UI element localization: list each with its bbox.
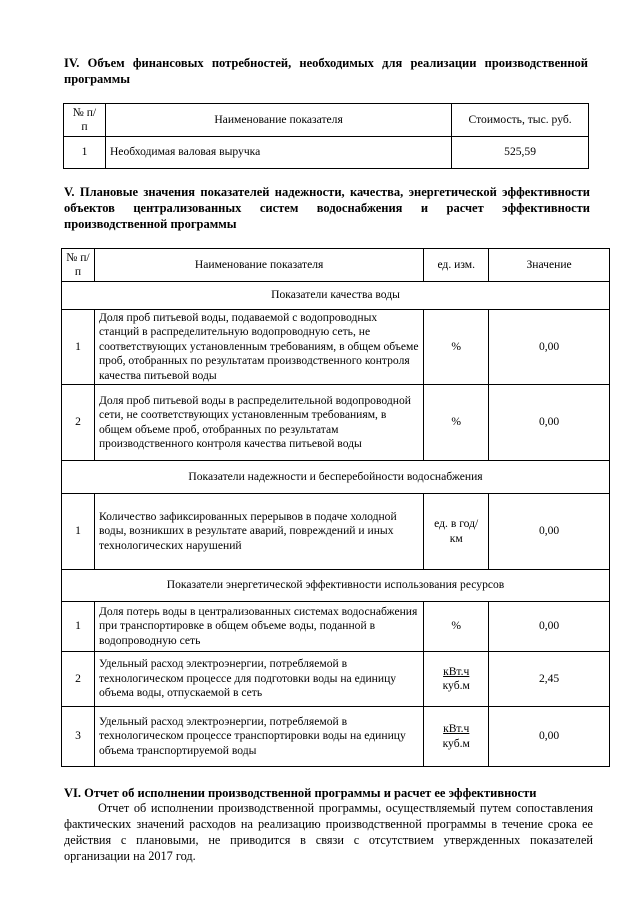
section6-heading: VI. Отчет об исполнении производственной программы и расчет ее эффективности bbox=[64, 786, 537, 800]
row-num: 1 bbox=[62, 310, 95, 385]
table-header-row bbox=[62, 249, 610, 282]
row-num: 1 bbox=[62, 494, 95, 570]
row-unit bbox=[424, 707, 489, 767]
row-value: 0,00 bbox=[489, 602, 610, 652]
group-title: Показатели качества воды bbox=[62, 282, 610, 310]
row-name: Удельный расход электроэнергии, потребляемой в технологическом процессе транспортировки воды на единицу объема транспортируемой воды bbox=[94, 707, 423, 767]
unit-denominator: куб.м bbox=[442, 679, 470, 692]
row-value: 0,00 bbox=[489, 385, 610, 461]
group-title-row bbox=[62, 461, 610, 494]
row-name: Количество зафиксированных перерывов в подаче холодной воды, возникших в результате аварий, повреждений и иных технологических нарушений bbox=[94, 494, 423, 570]
group-title-row bbox=[62, 570, 610, 602]
table-row bbox=[62, 494, 610, 570]
row-num: 1 bbox=[62, 602, 95, 652]
table-row bbox=[62, 652, 610, 707]
group-title-row bbox=[62, 282, 610, 310]
row-name: Доля потерь воды в централизованных системах водоснабжения при транспортировке в общем объеме воды, поданной в водопроводную сеть bbox=[94, 602, 423, 652]
table-row bbox=[62, 310, 610, 385]
group-title: Показатели надежности и бесперебойности водоснабжения bbox=[62, 461, 610, 494]
indicators-table bbox=[61, 248, 610, 767]
row-unit bbox=[424, 652, 489, 707]
unit-denominator: куб.м bbox=[442, 736, 470, 750]
header-cost: Стоимость, тыс. руб. bbox=[452, 104, 589, 137]
group-title: Показатели энергетической эффективности использования ресурсов bbox=[62, 570, 610, 602]
table-row bbox=[62, 385, 610, 461]
row-num: 2 bbox=[62, 385, 95, 461]
row-value: 0,00 bbox=[489, 310, 610, 385]
table-row bbox=[62, 707, 610, 767]
row-value: 2,45 bbox=[489, 652, 610, 707]
header-name: Наименование показателя bbox=[94, 249, 423, 282]
row-unit: % bbox=[424, 310, 489, 385]
unit-numerator: кВт.ч bbox=[443, 722, 470, 735]
financial-needs-table bbox=[63, 103, 589, 169]
header-num: № п/п bbox=[62, 249, 95, 282]
table-header-row bbox=[64, 104, 589, 137]
row-unit: % bbox=[424, 602, 489, 652]
row-unit: % bbox=[424, 385, 489, 461]
row-name: Удельный расход электроэнергии, потребляемой в технологическом процессе для подготовки воды на единицу объема воды, отпускаемой в сеть bbox=[94, 652, 423, 707]
row-cost: 525,59 bbox=[452, 137, 589, 169]
header-name: Наименование показателя bbox=[105, 104, 451, 137]
row-value: 0,00 bbox=[489, 494, 610, 570]
row-unit: ед. в год/ км bbox=[424, 494, 489, 570]
section4-heading: IV. Объем финансовых потребностей, необходимых для реализации производственной программы bbox=[64, 56, 588, 86]
header-value: Значение bbox=[489, 249, 610, 282]
section6-paragraph: Отчет об исполнении производственной программы, осуществляемый путем сопоставления фактических значений расходов на реализацию производственной программы в течение срока ее действия с плановыми, не приводится в связи с отсутствием утвержденных показателей организации на 2017 год. bbox=[64, 801, 593, 863]
row-value: 0,00 bbox=[489, 707, 610, 767]
row-name: Доля проб питьевой воды в распределительной водопроводной сети, не соответствующих установленным требованиям, в общем объеме проб, отобранных по результатам производственного контроля качества питьевой воды bbox=[94, 385, 423, 461]
row-num: 3 bbox=[62, 707, 95, 767]
row-num: 1 bbox=[64, 137, 106, 169]
row-num: 2 bbox=[62, 652, 95, 707]
row-name: Доля проб питьевой воды, подаваемой с водопроводных станций в распределительную водопроводную сеть, не соответствующих установленным требованиям, в общем объеме проб, отобранных по результатам производственного контроля качества питьевой воды bbox=[94, 310, 423, 385]
row-name: Необходимая валовая выручка bbox=[105, 137, 451, 169]
header-unit: ед. изм. bbox=[424, 249, 489, 282]
table-row bbox=[62, 602, 610, 652]
header-num: № п/п bbox=[64, 104, 106, 137]
table-row bbox=[64, 137, 589, 169]
unit-numerator: кВт.ч bbox=[443, 664, 470, 678]
section5-heading: V. Плановые значения показателей надежности, качества, энергетической эффективности объектов централизованных систем водоснабжения и расчет эффективности производственной программы bbox=[64, 185, 590, 231]
